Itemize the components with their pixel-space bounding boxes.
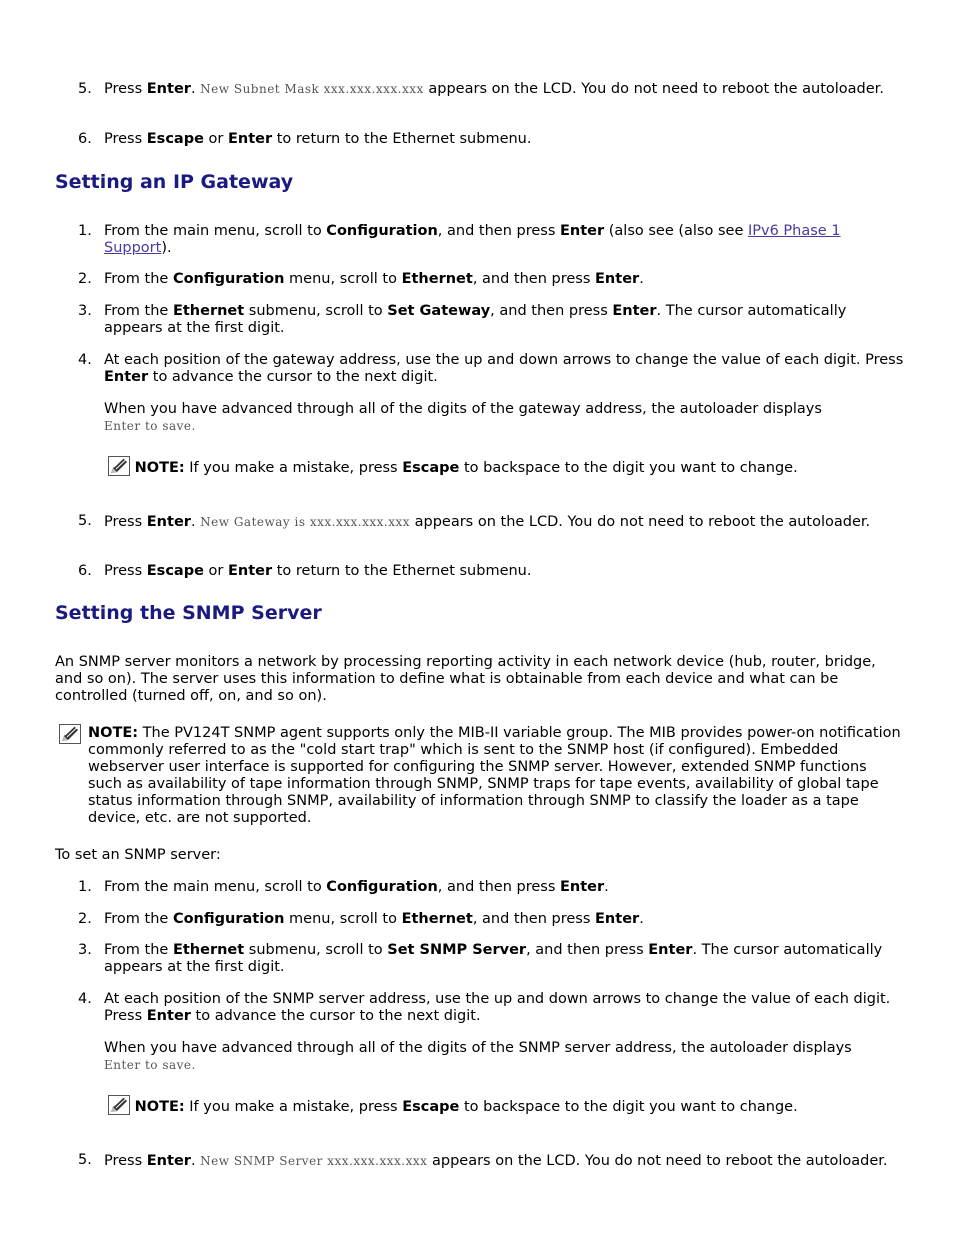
step-snmp-4-para: When you have advanced through all of the digits of the SNMP server address, the autoloader displays Enter to save. [104,1040,852,1072]
section-heading-snmp: Setting the SNMP Server [55,602,322,624]
step-snmp-1: From the main menu, scroll to Configuration, and then press Enter. [104,879,609,895]
note-snmp-escape: NOTE: If you make a mistake, press Escape to backspace to the digit you want to change. [108,1095,898,1116]
lcd-text: New Subnet Mask xxx.xxx.xxx.xxx [200,82,424,96]
lcd-text: New SNMP Server xxx.xxx.xxx.xxx [200,1154,428,1168]
step-gateway-3: From the Ethernet submenu, scroll to Set Gateway, and then press Enter. The cursor automatically appears at the first digit. [104,303,847,336]
pencil-note-icon [59,724,81,744]
step-gateway-2: From the Configuration menu, scroll to Ethernet, and then press Enter. [104,271,644,287]
step-number: 2. [78,271,92,287]
step-number: 1. [78,223,92,239]
step-snmp-2: From the Configuration menu, scroll to Ethernet, and then press Enter. [104,911,644,927]
pencil-note-icon [108,1095,130,1115]
step-number: 5. [78,81,92,97]
snmp-lead: To set an SNMP server: [55,847,221,863]
step-subnet-6: Press Escape or Enter to return to the Ethernet submenu. [104,131,532,147]
step-number: 6. [78,563,92,579]
note-icon-wrap [59,724,83,745]
step-snmp-5: Press Enter. New SNMP Server xxx.xxx.xxx.xxx appears on the LCD. You do not need to reboot the autoloader. [104,1153,888,1169]
step-number: 2. [78,911,92,927]
pencil-note-icon [108,456,130,476]
lcd-text: New Gateway is xxx.xxx.xxx.xxx [200,515,410,529]
step-snmp-3: From the Ethernet submenu, scroll to Set SNMP Server, and then press Enter. The cursor automatically appears at the first digit. [104,942,883,975]
step-gateway-6: Press Escape or Enter to return to the Ethernet submenu. [104,563,532,579]
step-number: 6. [78,131,92,147]
section-heading-gateway: Setting an IP Gateway [55,171,294,193]
snmp-intro: An SNMP server monitors a network by processing reporting activity in each network device (hub, router, bridge, and so on). The server uses this information to define what is obtainable from each device and what can be controlled (turned off, on, and so on). [55,654,876,704]
step-number: 1. [78,879,92,895]
note-gateway: NOTE: If you make a mistake, press Escape to backspace to the digit you want to change. [108,456,898,477]
step-gateway-4-para: When you have advanced through all of the digits of the gateway address, the autoloader displays Enter to save. [104,401,822,433]
step-number: 4. [78,352,92,368]
ipv6-support-link[interactable]: IPv6 Phase 1 Support [104,223,841,256]
step-gateway-4: At each position of the gateway address, use the up and down arrows to change the value of each digit. Press Enter to advance the cursor to the next digit. [104,352,904,385]
step-snmp-4: At each position of the SNMP server address, use the up and down arrows to change the value of each digit. Press Enter to advance the cursor to the next digit. [104,991,891,1024]
lcd-text: Enter to save. [104,419,196,433]
step-number: 4. [78,991,92,1007]
step-gateway-5: Press Enter. New Gateway is xxx.xxx.xxx.xxx appears on the LCD. You do not need to reboot the autoloader. [104,514,871,530]
step-number: 5. [78,513,92,529]
step-number: 3. [78,303,92,319]
step-subnet-5: Press Enter. New Subnet Mask xxx.xxx.xxx.xxx appears on the LCD. You do not need to reboot the autoloader. [104,81,884,97]
step-gateway-1: From the main menu, scroll to Configuration, and then press Enter (also see (also see IPv6 Phase 1 Support). [104,223,841,256]
note-snmp-agent: NOTE: The PV124T SNMP agent supports only the MIB-II variable group. The MIB provides power-on notification commonly referred to as the "cold start trap" which is sent to the SNMP host (if configured). Embedded webserver user interface is supported for configuring the SNMP server. However, extended SNMP functions such as availability of tape information through SNMP, SNMP traps for tape events, availability of global tape status information through SNMP, availability of information through SNMP to classify the loader as a tape device, etc. are not supported. [88,725,901,826]
step-number: 3. [78,942,92,958]
lcd-text: Enter to save. [104,1058,196,1072]
step-number: 5. [78,1152,92,1168]
